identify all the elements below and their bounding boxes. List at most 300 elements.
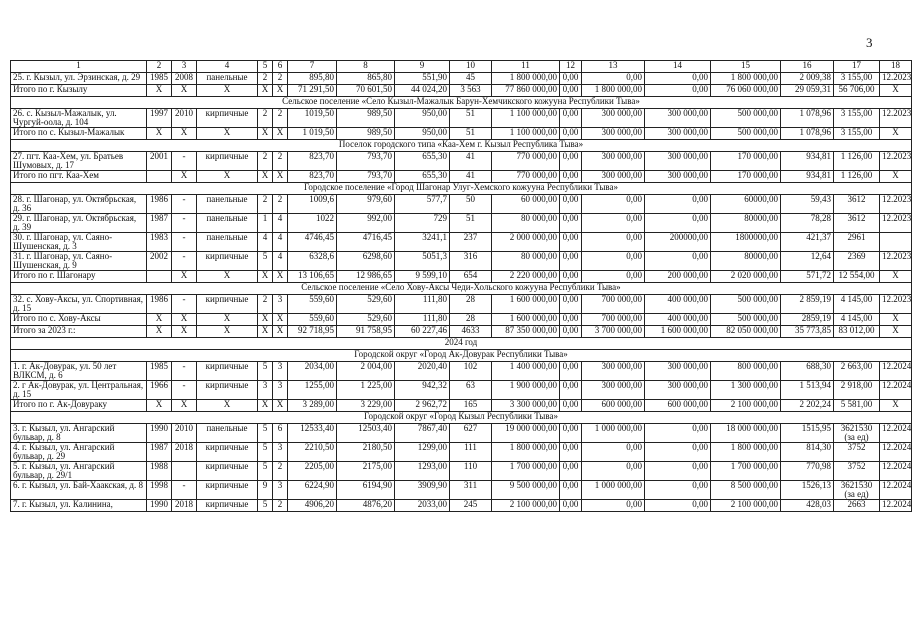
table-cell: 823,70 [288, 171, 337, 183]
table-cell: 895,80 [288, 73, 337, 85]
table-cell: 44 024,20 [395, 85, 450, 97]
table-row [11, 424, 912, 443]
table-cell: панельные [197, 233, 258, 252]
table-cell: 0,00 [560, 362, 582, 381]
table-cell: X [172, 400, 197, 412]
table-cell: 3 [273, 443, 288, 462]
table-cell: 83 012,00 [834, 326, 880, 338]
table-cell: 3 289,00 [288, 400, 337, 412]
table-cell: 1 100 000,00 [492, 128, 560, 140]
table-cell: 2 663,00 [834, 362, 880, 381]
table-cell: 4 [258, 233, 273, 252]
table-cell: X [147, 128, 172, 140]
table-cell: 1 000 000,00 [582, 481, 645, 500]
table-cell: 12.2023 [880, 295, 912, 314]
table-cell: 9 [258, 481, 273, 500]
table-cell: 3241,1 [395, 233, 450, 252]
address-cell: Итого по с. Кызыл-Мажалык [11, 128, 147, 140]
table-cell: 0,00 [582, 500, 645, 512]
table-cell: 12.2023 [880, 73, 912, 85]
section-heading: Городской округ «Город Ак-Довурак Республики Тыва» [11, 350, 912, 362]
table-cell: 7867,40 [395, 424, 450, 443]
table-cell: 0,00 [582, 195, 645, 214]
table-cell: 1299,00 [395, 443, 450, 462]
table-cell: 1 600 000,00 [645, 326, 711, 338]
table-cell: 5 [258, 462, 273, 481]
table-cell: 2 020 000,00 [711, 271, 781, 283]
table-cell: 1 300 000,00 [711, 381, 781, 400]
table-cell: 111,80 [395, 295, 450, 314]
table-cell: 0,00 [560, 233, 582, 252]
table-cell: 6298,60 [337, 252, 395, 271]
table-row [11, 462, 912, 481]
table-header-row [11, 61, 912, 73]
section-heading-row [11, 97, 912, 109]
table-cell: 1987 [147, 214, 172, 233]
table-cell: 800 000,00 [711, 362, 781, 381]
table-cell: 3752 [834, 443, 880, 462]
table-cell: 0,00 [582, 214, 645, 233]
table-cell: 2 962,72 [395, 400, 450, 412]
table-cell: - [172, 362, 197, 381]
table-cell: 300 000,00 [645, 362, 711, 381]
table-row [11, 195, 912, 214]
table-cell: 0,00 [645, 424, 711, 443]
table-cell: 979,60 [337, 195, 395, 214]
table-cell: 2 [258, 195, 273, 214]
table-cell: кирпичные [197, 500, 258, 512]
table-cell: 4 [273, 214, 288, 233]
section-heading-row [11, 140, 912, 152]
table-cell: X [880, 171, 912, 183]
table-cell: 0,00 [560, 381, 582, 400]
table-cell: X [258, 271, 273, 283]
table-cell: 245 [450, 500, 492, 512]
table-cell: 2369 [834, 252, 880, 271]
column-header: 11 [492, 61, 560, 73]
table-cell: кирпичные [197, 462, 258, 481]
table-cell: 5 [258, 424, 273, 443]
address-cell: Итого за 2023 г.: [11, 326, 147, 338]
table-cell: 1990 [147, 500, 172, 512]
table-cell: 4716,45 [337, 233, 395, 252]
table-cell: 0,00 [560, 214, 582, 233]
column-header: 4 [197, 61, 258, 73]
address-cell: 26. с. Кызыл-Мажалык, ул. Чургуй-оола, д. 104 [11, 109, 147, 128]
address-cell: 5. г. Кызыл, ул. Ангарский бульвар, д. 29/1 [11, 462, 147, 481]
table-cell: 0,00 [645, 85, 711, 97]
column-header: 18 [880, 61, 912, 73]
table-cell: кирпичные [197, 252, 258, 271]
table-cell: 1 400 000,00 [492, 362, 560, 381]
table-cell: 35 773,85 [781, 326, 834, 338]
table-cell: 1987 [147, 443, 172, 462]
table-cell: 41 [450, 171, 492, 183]
table-cell: X [880, 85, 912, 97]
table-cell: 92 718,95 [288, 326, 337, 338]
table-cell: 2018 [172, 443, 197, 462]
column-header: 12 [560, 61, 582, 73]
table-cell: 428,03 [781, 500, 834, 512]
table-row [11, 109, 912, 128]
table-cell: 950,00 [395, 109, 450, 128]
table-cell: 0,00 [560, 152, 582, 171]
table-cell: X [197, 314, 258, 326]
table-cell: 3 300 000,00 [492, 400, 560, 412]
table-cell: 0,00 [582, 252, 645, 271]
table-cell: 12,64 [781, 252, 834, 271]
table-cell: 56 706,00 [834, 85, 880, 97]
table-cell: 9 500 000,00 [492, 481, 560, 500]
table-cell: 0,00 [560, 85, 582, 97]
table-cell: 311 [450, 481, 492, 500]
table-cell: 300 000,00 [582, 171, 645, 183]
table-cell: 2961 [834, 233, 880, 252]
table-row [11, 252, 912, 271]
address-cell: 30. г. Шагонар, ул. Саяно-Шушенская, д. 3 [11, 233, 147, 252]
table-cell: 12533,40 [288, 424, 337, 443]
table-cell: X [197, 128, 258, 140]
column-header: 16 [781, 61, 834, 73]
table-cell: - [172, 195, 197, 214]
table-cell: 4 145,00 [834, 295, 880, 314]
table-cell: 70 601,50 [337, 85, 395, 97]
table-cell: кирпичные [197, 295, 258, 314]
table-cell: 814,30 [781, 443, 834, 462]
table-cell: 865,80 [337, 73, 395, 85]
table-cell: 1 000 000,00 [582, 424, 645, 443]
table-cell: 0,00 [560, 424, 582, 443]
table-cell: 111 [450, 443, 492, 462]
table-cell: 51 [450, 214, 492, 233]
address-cell: Итого по г. Шагонару [11, 271, 147, 283]
table-cell: 421,37 [781, 233, 834, 252]
table-cell: 500 000,00 [711, 128, 781, 140]
table-cell: 2205,00 [288, 462, 337, 481]
table-cell: 0,00 [560, 109, 582, 128]
table-cell [147, 171, 172, 183]
table-row [11, 271, 912, 283]
table-cell: 2 918,00 [834, 381, 880, 400]
table-cell: 577,7 [395, 195, 450, 214]
table-cell: 0,00 [560, 171, 582, 183]
table-cell: 1 078,96 [781, 128, 834, 140]
table-cell: 12.2023 [880, 152, 912, 171]
table-cell: 1 700 000,00 [711, 462, 781, 481]
table-cell: 18 000 000,00 [711, 424, 781, 443]
table-cell: X [258, 128, 273, 140]
table-cell: 51 [450, 109, 492, 128]
table-cell: 1 800 000,00 [711, 73, 781, 85]
address-cell: 3. г. Кызыл, ул. Ангарский бульвар, д. 8 [11, 424, 147, 443]
table-cell: 300 000,00 [582, 128, 645, 140]
table-cell: 0,00 [645, 214, 711, 233]
table-cell: 1 225,00 [337, 381, 395, 400]
table-row [11, 128, 912, 140]
table-cell: 729 [395, 214, 450, 233]
address-cell: 27. пгт. Каа-Хем, ул. Братьев Шумовых, д. 17 [11, 152, 147, 171]
table-cell: 1019,50 [288, 109, 337, 128]
table-row [11, 326, 912, 338]
table-cell: 41 [450, 152, 492, 171]
table-cell: 1997 [147, 109, 172, 128]
table-cell: 950,00 [395, 128, 450, 140]
table-cell: 45 [450, 73, 492, 85]
table-cell: 989,50 [337, 128, 395, 140]
table-cell: 2 009,38 [781, 73, 834, 85]
table-cell: 2 000 000,00 [492, 233, 560, 252]
table-cell: X [880, 271, 912, 283]
table-cell: 50 [450, 195, 492, 214]
table-cell: 2210,50 [288, 443, 337, 462]
table-cell: X [172, 271, 197, 283]
table-row [11, 362, 912, 381]
table-cell: 559,60 [288, 314, 337, 326]
table-cell: 4876,20 [337, 500, 395, 512]
table-cell: 78,28 [781, 214, 834, 233]
section-heading: 2024 год [11, 338, 912, 350]
table-cell: 12.2024 [880, 481, 912, 500]
table-cell: X [147, 85, 172, 97]
table-cell: 1 600 000,00 [492, 295, 560, 314]
table-cell: 2 202,24 [781, 400, 834, 412]
table-cell: - [172, 295, 197, 314]
table-row [11, 400, 912, 412]
table-cell: 28 [450, 314, 492, 326]
table-cell: 0,00 [560, 195, 582, 214]
address-cell: Итого по г. Кызылу [11, 85, 147, 97]
table-cell: 3612 [834, 195, 880, 214]
table-cell: X [273, 314, 288, 326]
table-cell: 1800000,00 [711, 233, 781, 252]
column-header: 3 [172, 61, 197, 73]
address-cell: 29. г. Шагонар, ул. Октябрьская, д. 39 [11, 214, 147, 233]
column-header: 1 [11, 61, 147, 73]
table-cell: 551,90 [395, 73, 450, 85]
table-cell: панельные [197, 424, 258, 443]
table-row [11, 233, 912, 252]
table-cell: 2 [273, 109, 288, 128]
table-cell: 500 000,00 [711, 314, 781, 326]
table-cell: 8 500 000,00 [711, 481, 781, 500]
table-cell: 300 000,00 [645, 171, 711, 183]
table-cell: 5 [258, 362, 273, 381]
table-cell: 3621530 (за ед) [834, 481, 880, 500]
section-heading-row [11, 183, 912, 195]
table-row [11, 481, 912, 500]
address-cell: 31. г. Шагонар, ул. Саяно-Шушенская, д. 9 [11, 252, 147, 271]
table-cell: X [197, 171, 258, 183]
table-cell: 28 [450, 295, 492, 314]
table-cell: 80 000,00 [492, 252, 560, 271]
table-cell: 600 000,00 [582, 400, 645, 412]
table-cell: 0,00 [560, 73, 582, 85]
table-cell: X [258, 85, 273, 97]
table-cell: 0,00 [645, 462, 711, 481]
table-cell: X [258, 400, 273, 412]
table-cell: X [258, 171, 273, 183]
table-row [11, 73, 912, 85]
table-cell: X [273, 400, 288, 412]
table-cell: 300 000,00 [582, 109, 645, 128]
address-cell: Итого по г. Ак-Довураку [11, 400, 147, 412]
table-cell: 4746,45 [288, 233, 337, 252]
table-cell: 4906,20 [288, 500, 337, 512]
table-cell: 0,00 [582, 233, 645, 252]
table-cell: 12.2023 [880, 109, 912, 128]
table-cell: 5 [258, 500, 273, 512]
table-row [11, 214, 912, 233]
table-cell: 12.2023 [880, 252, 912, 271]
table-cell: 600 000,00 [645, 400, 711, 412]
table-cell: 80000,00 [711, 214, 781, 233]
table-cell: 1 800 000,00 [492, 443, 560, 462]
table-cell: 1 600 000,00 [492, 314, 560, 326]
table-cell: 3 155,00 [834, 128, 880, 140]
table-cell: 2 100 000,00 [492, 500, 560, 512]
section-heading-row [11, 338, 912, 350]
table-cell: 1 800 000,00 [711, 443, 781, 462]
table-cell: 571,72 [781, 271, 834, 283]
table-cell: 1 800 000,00 [582, 85, 645, 97]
table-cell: 2018 [172, 500, 197, 512]
table-cell [880, 233, 912, 252]
table-cell: 3 155,00 [834, 73, 880, 85]
table-cell: 76 060 000,00 [711, 85, 781, 97]
table-cell: 1 100 000,00 [492, 109, 560, 128]
table-cell: 500 000,00 [711, 295, 781, 314]
table-cell: 300 000,00 [645, 128, 711, 140]
table-cell: X [172, 171, 197, 183]
table-cell: 559,60 [288, 295, 337, 314]
table-cell: кирпичные [197, 443, 258, 462]
table-cell: 3752 [834, 462, 880, 481]
table-cell: X [258, 326, 273, 338]
column-header: 17 [834, 61, 880, 73]
table-cell: 3612 [834, 214, 880, 233]
table-cell: 770 000,00 [492, 171, 560, 183]
table-cell: кирпичные [197, 109, 258, 128]
table-cell: 300 000,00 [645, 109, 711, 128]
table-cell: 400 000,00 [645, 314, 711, 326]
table-cell: 0,00 [560, 481, 582, 500]
table-cell: 12.2023 [880, 214, 912, 233]
table-cell: 770,98 [781, 462, 834, 481]
section-heading-row [11, 283, 912, 295]
address-cell: 6. г. Кызыл, ул. Бай-Хаакская, д. 8 [11, 481, 147, 500]
address-cell: 4. г. Кызыл, ул. Ангарский бульвар, д. 29 [11, 443, 147, 462]
table-cell: 1986 [147, 195, 172, 214]
table-cell: 1526,13 [781, 481, 834, 500]
table-cell: 300 000,00 [582, 362, 645, 381]
table-cell: 2663 [834, 500, 880, 512]
table-cell: 1009,6 [288, 195, 337, 214]
table-cell: панельные [197, 195, 258, 214]
table-row [11, 85, 912, 97]
table-cell: 111,80 [395, 314, 450, 326]
table-cell: 2010 [172, 424, 197, 443]
table-cell: 2 859,19 [781, 295, 834, 314]
table-cell: X [197, 326, 258, 338]
table-cell: 200000,00 [645, 233, 711, 252]
column-header: 7 [288, 61, 337, 73]
column-header: 10 [450, 61, 492, 73]
table-cell: 0,00 [560, 500, 582, 512]
table-cell: 700 000,00 [582, 314, 645, 326]
table-cell: 12 554,00 [834, 271, 880, 283]
table-cell: 12.2024 [880, 443, 912, 462]
table-cell: 2 [273, 462, 288, 481]
table-cell: X [880, 400, 912, 412]
table-cell: 71 291,50 [288, 85, 337, 97]
table-cell: 1988 [147, 462, 172, 481]
table-cell: 3 [258, 381, 273, 400]
table-cell: 1 700 000,00 [492, 462, 560, 481]
table-cell: X [880, 128, 912, 140]
table-cell: 992,00 [337, 214, 395, 233]
table-cell: X [273, 271, 288, 283]
table-cell: 1983 [147, 233, 172, 252]
section-heading: Сельское поселение «Село Кызыл-Мажалык Барун-Хемчикского кожууна Республики Тыва» [11, 97, 912, 109]
table-row [11, 171, 912, 183]
page-number: 3 [866, 35, 873, 50]
table-cell: 2 [258, 109, 273, 128]
table-cell: 989,50 [337, 109, 395, 128]
table-cell: 1 800 000,00 [492, 73, 560, 85]
table-cell: 3 563 [450, 85, 492, 97]
table-cell: 59,43 [781, 195, 834, 214]
table-cell: 4 [273, 233, 288, 252]
table-cell: 529,60 [337, 295, 395, 314]
table-cell: 2 [258, 73, 273, 85]
table-cell: 6224,90 [288, 481, 337, 500]
section-heading: Городское поселение «Город Шагонар Улуг-Хемского кожууна Республики Тыва» [11, 183, 912, 195]
section-heading: Сельское поселение «Село Хову-Аксы Чеди-Хольского кожууна Республики Тыва» [11, 283, 912, 295]
column-header: 9 [395, 61, 450, 73]
table-cell: 1990 [147, 424, 172, 443]
table-cell: 0,00 [645, 500, 711, 512]
table-cell: 1 [258, 214, 273, 233]
section-heading-row [11, 412, 912, 424]
table-cell: 934,81 [781, 152, 834, 171]
table-cell: 793,70 [337, 152, 395, 171]
table-cell: 60000,00 [711, 195, 781, 214]
section-heading: Городской округ «Город Кызыл Республики Тыва» [11, 412, 912, 424]
table-cell: - [172, 381, 197, 400]
table-cell: 300 000,00 [645, 381, 711, 400]
table-cell: X [273, 85, 288, 97]
table-cell: - [172, 252, 197, 271]
table-cell: 655,30 [395, 171, 450, 183]
section-heading-row [11, 350, 912, 362]
table-cell: 2001 [147, 152, 172, 171]
table-cell: 2 [273, 195, 288, 214]
table-cell: X [197, 85, 258, 97]
table-cell: 1 019,50 [288, 128, 337, 140]
table-cell: 5 581,00 [834, 400, 880, 412]
table-cell: - [172, 233, 197, 252]
table-cell: 200 000,00 [645, 271, 711, 283]
table-cell: 2033,00 [395, 500, 450, 512]
address-cell: 1. г. Ак-Довурак, ул. 50 лет ВЛКСМ, д. 6 [11, 362, 147, 381]
table-cell: - [172, 481, 197, 500]
table-cell: 2 [258, 152, 273, 171]
table-cell: 13 106,65 [288, 271, 337, 283]
table-cell: 1985 [147, 362, 172, 381]
table-cell: 1998 [147, 481, 172, 500]
table-cell: 0,00 [645, 195, 711, 214]
table-cell: 529,60 [337, 314, 395, 326]
